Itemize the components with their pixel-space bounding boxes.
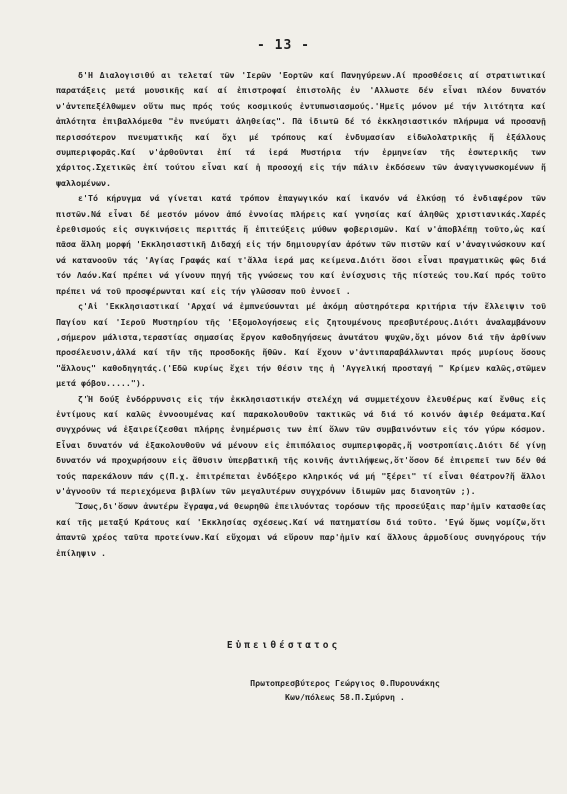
signature-block xyxy=(200,676,490,704)
signature-location: Κων/πόλεως 58.Π.Σμύρνη . xyxy=(285,692,405,702)
letter-body xyxy=(56,68,546,561)
paragraph-s: ς'Αἱ 'Εκκλησιαστικαί 'Αρχαί νά ἐμπνεύσωνται μέ ἀκόμη αὐστηρότερα κριτήρια τήν ἔλλειψιν τοῦ Παγίου καί 'Ιεροῦ Μυστηρίου τῆς 'Εξομολογήσεως εἰς ζητουμένους πρεσβυτέρους.Διότι ἀναλαμβάνουν ,σήμερον μάλιστα,τεραστίας σημασίας ἔργον καθοδηγήσεως ἀνωτάτου ψυχῶν,ὄχι μόνον διά τῆν ἀρθίνων προσέλευσιν,ἀλλά καί τῆν τῆς προσδοκῆς ἤθῶν. Καί ἔχουν ν'ἀντιπαραβάλλωνται πρός μυρίους ὅσους "ἄλλους" καθοδηγητάς.('Εδῶ κυρίως ἔχει τήν θέσιν της ἡ 'Αγγελική προσταγή " Κρίμεν καλῶς,στῶμεν μετά φόβου....."). xyxy=(56,301,546,389)
paragraph-z: ζ'Ἡ δούξ ἐνδόρρυνσις εἰς τήν ἐκκλησιαστικήν στελέχη νά συμμετέχουν ἐλευθέρως καί ἔνθως εἰς ἐντίμους καί καλῶς ἐννοουμένας καί παρακολουθοῦν τακτικῶς νά διά τό κοινόν ἀφιέρ θεάματα.Καί συγχρόνως νά ἐξαιρείζεσθαι πλήρης ἐνημέρωσις των ἐπί ὅλων τῶν συμβαινόντων εἰς τόν γύρω κόσμον. Εἶναι δυνατόν νά ἐξακολουθοῦν νά μένουν εἰς ἐπιπόλαιος συμπεριφορᾶς,ἤ νοστροπίαις.Διότι δέ γίνῃ δυνατόν νά προχωρήσουν εἰς ἄθυσιν ὑπερβατικῆ τῆς κοινῆς ἀντιλήψεως,ὅτ'ὅσον δέ ἐπιρεπεῖ των δέν θά τούς παρεκάλουν πάν ς(Π.χ. ἐπιτρέπεται ἐνδόξερο κληρικός νά μή "ξέρει" τί εἶναι θέατρον?ἤ ἄλλοι ν'ἀγνοοῦν τά περιεχόμενα βιβλίων τῶν μεγαλυτέρων συγχρόνων ἰδιωμῶν μας διανοητῶν ;). xyxy=(56,393,546,496)
page-number: - 13 - xyxy=(257,38,310,53)
signature-name: Πρωτοπρεσβύτερος Γεώργιος Θ.Πυρουνάκης xyxy=(250,678,440,688)
closing-salutation: Εὐπειθέστατος xyxy=(226,640,341,651)
paragraph-conclusion: Ἴσως,δι'ὅσων ἀνωτέρω ἔγραψα,νά θεωρηθῶ ἐπειλυόντας τορόσων τῆς προσεύξαις παρ'ἡμῖν κατασθείας καί τῆς μεταξύ Κράτους καί 'Εκκλησίας σχέσεως.Καί νά πατηματίσω διά τοῦτο. 'Εγώ ὅμως νομίζω,ὅτι ἀπαντῶ χρέος ταῦτα προτείνων.Καί εὔχομαι νά εὕρουν παρ'ἡμῖν καί ἄλλους ἁρμοδίους συνηγόρους τήν ἐπίληψιν . xyxy=(56,501,546,558)
paragraph-d: δ'Η Διαλογισιθύ αι τελεταί τῶν 'Ιερῶν 'Εορτῶν καί Πανηγύρεων.Αί προσθέσεις αί στρατιωτικαί παρατάξεις μετά μουσικῆς καί αί ἐπιστροφαί ἐπιστολῆς ἐν 'Αλλωστε δέν εἶναι πλέον δυνατόν ν'ἀντεπεξέλθωμεν οὕτω πως πρός τούς κοσμικούς ἐντυπωσιασμούς.'Ημεῖς μόνον μέ τήν λιτότητα καί ἁπλότητα ἐπιβαλλόμεθα "ἐν πνεύματι ἀληθείας". Πᾶ ἰδιωτῶ δέ τό ἐκκλησιαστικόν πλήρωμα νά προσανῇ περισσότερον πνευματικῆς καί ὄχι μέ τρόπους καί ἐνδυμασίαν εἰδωλολατρικῆς ἤ ἐξάλλους συμπεριφορᾶς.Καί ν'ἀρθοῦνται ἐπί τά ἱερά Μυστήρια τήν ἐρμηνείαν τῆς ἐσωτερικῆς των χάριτος.Σχετικῶς ἐπί τούτου εἶναι καί ἡ προσοχή εἰς τήν πάλιν ἐκδόσεων τῶν ἀναγιγνωσκομένων ἤ ψαλλομένων. xyxy=(56,70,546,188)
paragraph-e: ε'Τό κήρυγμα νά γίνεται κατά τρόπον ἐπαγωγικόν καί ἱκανόν νά ἐλκύσῃ τό ἐνδιαφέρον τῶν πιστῶν.Νά εἶναι δέ μεστόν μόνον ἀπό ἐννοίας πλήρεις καί γνησίας καί ἀληθῶς χριστιανικάς.Χαρές ἐρεθισμούς εἰς συγκινήσεις περιττάς ἤ ἐπιτεύξεις μύθων φοβερισμῶν. Καί ν'ἀποβλέπῃ τοῦτο,ὡς καί πᾶσα ἄλλη μορφή 'Εκκλησιαστικῆ Διδαχή εἰς τήν δημιουργίαν ἀρότων τῶν πιστῶν καί ν'ἀναγινώσκουν καί νά κατανοοῦν τάς 'Αγίας Γραφάς καί τ'ἄλλα ἱερά μας κείμενα.Διότι ὅσοι εἶναι πραγματικῶς φῶς διά τόν Λαόν.Καί πρέπει νά γίνουν πηγή τῆς γνώσεως του καί ἐνίσχυσις τῆς πίστεώς του.Καί πρός τοῦτο πρέπει νά τοῦ προσφέρωνται καί εἰς τήν γλῶσσαν ποῦ ἐννοεῖ . xyxy=(56,193,546,296)
